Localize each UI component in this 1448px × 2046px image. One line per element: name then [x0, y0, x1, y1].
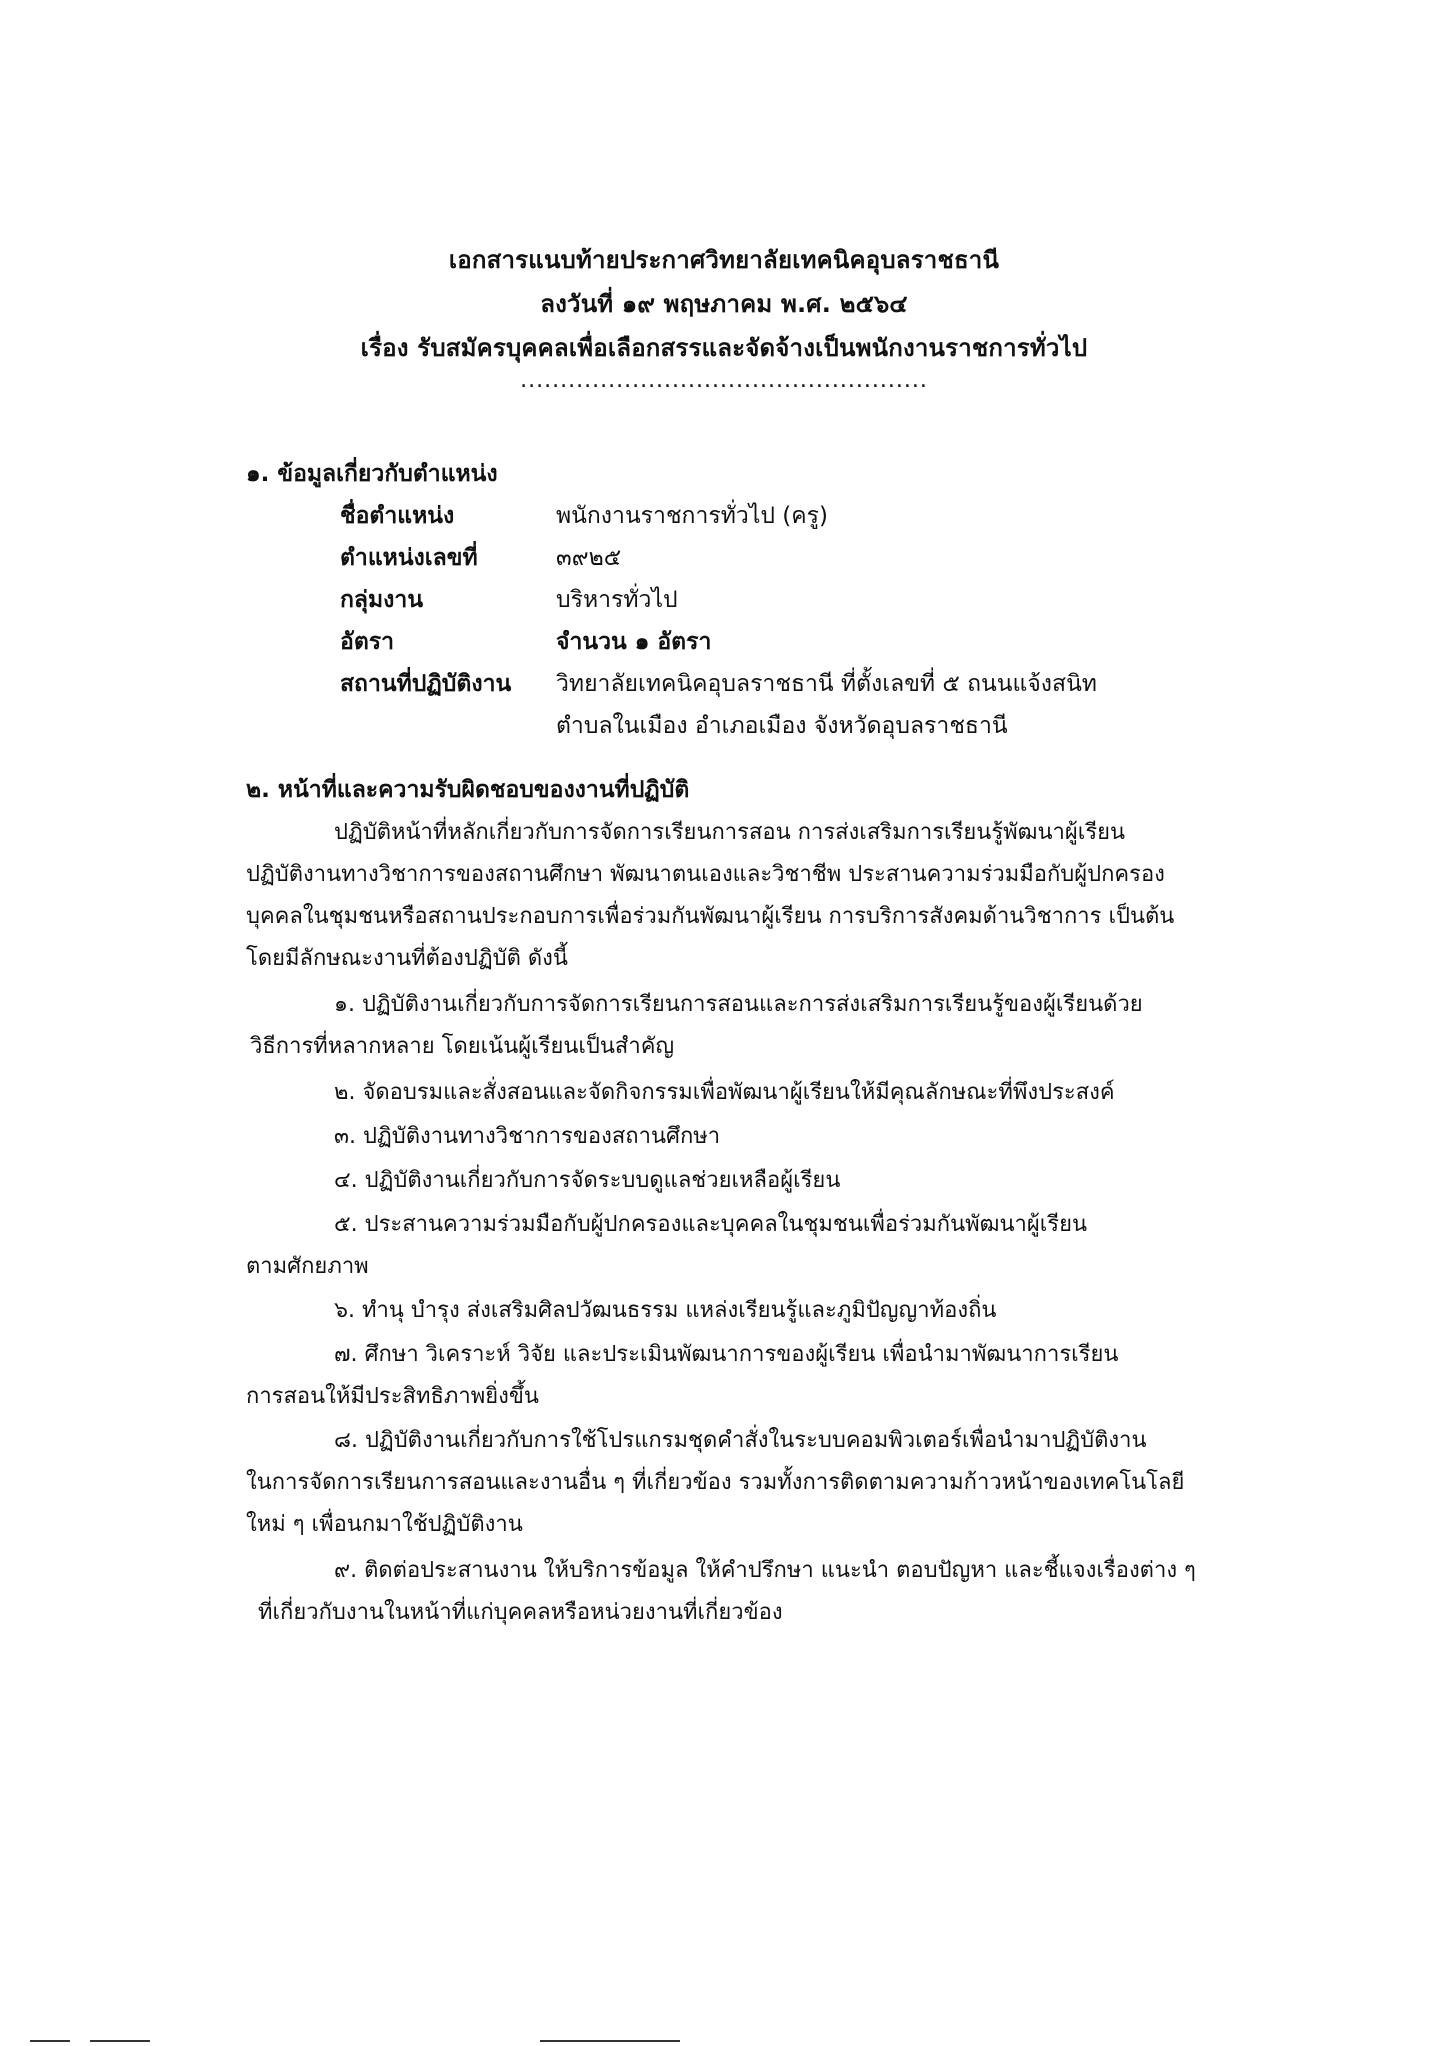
position-number-label: ตำแหน่งเลขที่: [340, 545, 478, 571]
work-group-value: บริหารทั่วไป: [556, 587, 678, 613]
position-number-value: ๓๙๒๕: [556, 545, 622, 571]
duty-item-9: ๙. ติดต่อประสานงาน ให้บริการข้อมูล ให้คำปรึกษา แนะนำ ตอบปัญหา และชี้แจงเรื่องต่าง ๆ: [334, 1558, 1196, 1583]
header-date: ลงวันที่ ๑๙ พฤษภาคม พ.ศ. ๒๕๖๔: [540, 290, 908, 318]
header-subject: เรื่อง รับสมัครบุคคลเพื่อเลือกสรรและจัดจ้างเป็นพนักงานราชการทั่วไป: [360, 334, 1088, 362]
duty-item-7: ๗. ศึกษา วิเคราะห์ วิจัย และประเมินพัฒนาการของผู้เรียน เพื่อนำมาพัฒนาการเรียน: [334, 1342, 1119, 1367]
duty-item-1: ๑. ปฏิบัติงานเกี่ยวกับการจัดการเรียนการสอนและการส่งเสริมการเรียนรู้ของผู้เรียนด้วย: [334, 992, 1143, 1017]
duty-item-6: ๖. ทำนุ บำรุง ส่งเสริมศิลปวัฒนธรรม แหล่งเรียนรู้และภูมิปัญญาท้องถิ่น: [334, 1298, 997, 1323]
duty-item-2: ๒. จัดอบรมและสั่งสอนและจัดกิจกรรมเพื่อพัฒนาผู้เรียนให้มีคุณลักษณะที่พึงประสงค์: [334, 1080, 1115, 1105]
rate-value: จำนวน ๑ อัตรา: [556, 629, 712, 655]
position-name-label: ชื่อตำแหน่ง: [340, 503, 455, 529]
duty-item-8: ๘. ปฏิบัติงานเกี่ยวกับการใช้โปรแกรมชุดคำสั่งในระบบคอมพิวเตอร์เพื่อนำมาปฏิบัติงาน: [334, 1428, 1147, 1453]
duty-item-5: ๕. ประสานความร่วมมือกับผู้ปกครองและบุคคลในชุมชนเพื่อร่วมกันพัฒนาผู้เรียน: [334, 1212, 1088, 1237]
duty-item-1-cont: วิธีการที่หลากหลาย โดยเน้นผู้เรียนเป็นสำคัญ: [250, 1034, 675, 1059]
duty-paragraph-line: ปฏิบัติงานทางวิชาการของสถานศึกษา พัฒนาตนเองและวิชาชีพ ประสานความร่วมมือกับผู้ปกครอง: [246, 862, 1165, 887]
duty-item-8-cont2: ใหม่ ๆ เพื่อนกมาใช้ปฏิบัติงาน: [246, 1512, 523, 1537]
duty-paragraph-line: บุคคลในชุมชนหรือสถานประกอบการเพื่อร่วมกันพัฒนาผู้เรียน การบริการสังคมด้านวิชาการ เป็นต้น: [246, 904, 1175, 929]
workplace-label: สถานที่ปฏิบัติงาน: [340, 671, 512, 697]
scan-edge-mark: [30, 2040, 70, 2042]
header-title: เอกสารแนบท้ายประกาศวิทยาลัยเทคนิคอุบลราชธานี: [448, 246, 1000, 274]
duty-item-9-cont: ที่เกี่ยวกับงานในหน้าที่แก่บุคคลหรือหน่วยงานที่เกี่ยวข้อง: [258, 1600, 783, 1625]
workplace-value: วิทยาลัยเทคนิคอุบลราชธานี ที่ตั้งเลขที่ ๕ ถนนแจ้งสนิท: [556, 671, 1097, 697]
workplace-value-line2: ตำบลในเมือง อำเภอเมือง จังหวัดอุบลราชธานี: [556, 713, 1008, 739]
duty-item-7-cont: การสอนให้มีประสิทธิภาพยิ่งขึ้น: [246, 1384, 539, 1409]
duty-item-8-cont: ในการจัดการเรียนการสอนและงานอื่น ๆ ที่เกี่ยวข้อง รวมทั้งการติดตามความก้าวหน้าของเทคโนโลยี: [246, 1470, 1185, 1495]
duty-paragraph-line: ปฏิบัติหน้าที่หลักเกี่ยวกับการจัดการเรียนการสอน การส่งเสริมการเรียนรู้พัฒนาผู้เรียน: [334, 820, 1126, 845]
position-name-value: พนักงานราชการทั่วไป (ครู): [556, 503, 828, 529]
work-group-label: กลุ่มงาน: [340, 587, 424, 613]
duty-item-5-cont: ตามศักยภาพ: [246, 1254, 369, 1279]
duty-item-3: ๓. ปฏิบัติงานทางวิชาการของสถานศึกษา: [334, 1124, 721, 1149]
rate-label: อัตรา: [340, 629, 395, 655]
duty-paragraph-line: โดยมีลักษณะงานที่ต้องปฏิบัติ ดังนี้: [246, 946, 568, 971]
scan-edge-mark: [90, 2040, 150, 2042]
section2-title: ๒. หน้าที่และความรับผิดชอบของงานที่ปฏิบัติ: [246, 777, 690, 803]
duty-item-4: ๔. ปฏิบัติงานเกี่ยวกับการจัดระบบดูแลช่วยเหลือผู้เรียน: [334, 1168, 841, 1193]
section1-title: ๑. ข้อมูลเกี่ยวกับตำแหน่ง: [246, 461, 498, 487]
header-dotted-divider: ...................................................: [520, 368, 928, 393]
scan-edge-mark: [540, 2040, 680, 2042]
